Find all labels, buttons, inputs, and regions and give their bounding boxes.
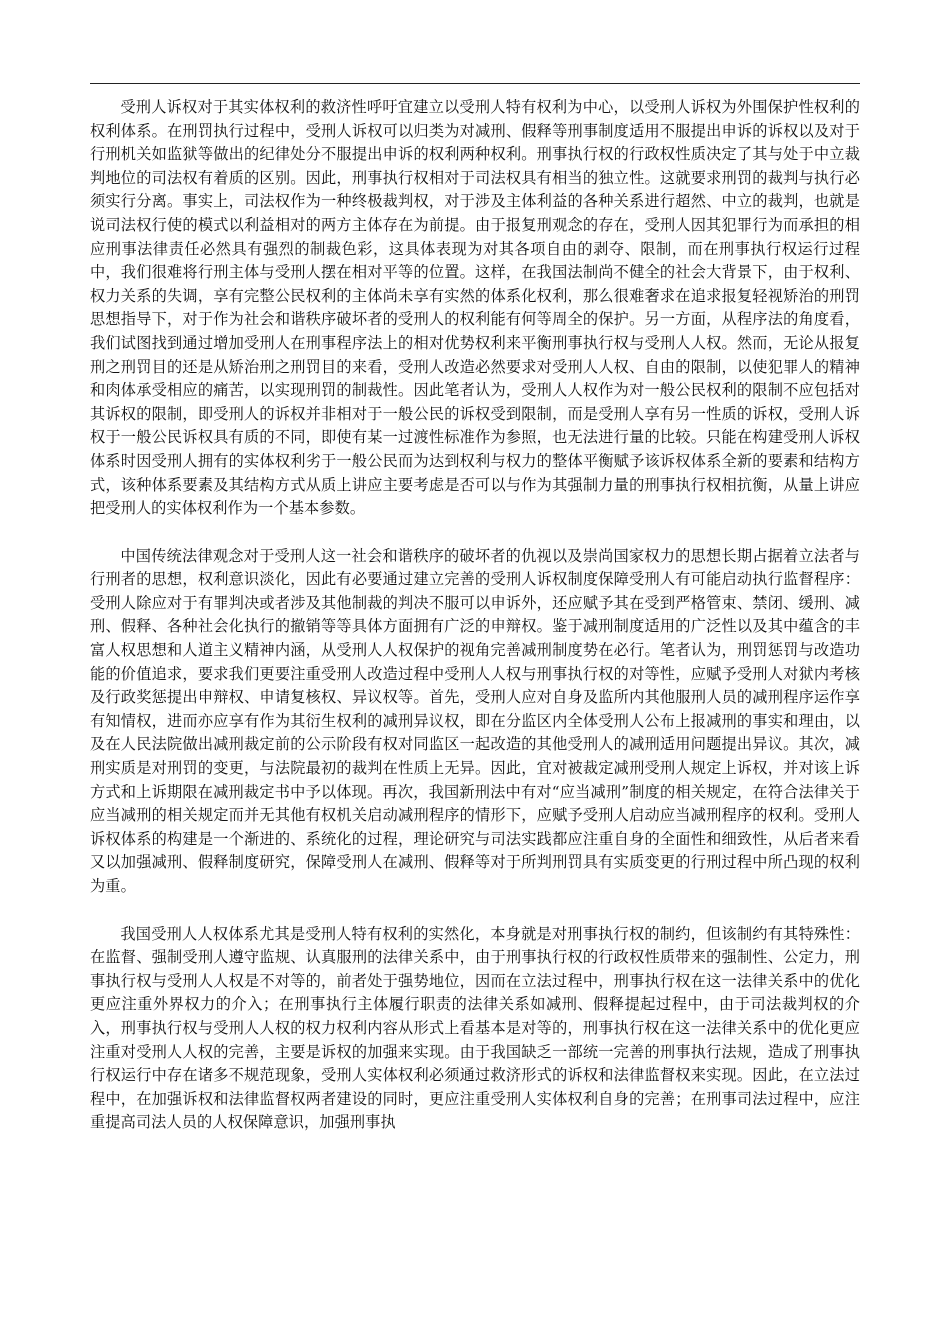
paragraph-3: 我国受刑人人权体系尤其是受刑人特有权利的实然化，本身就是对刑事执行权的制约，但该制约有其特殊性：在监督、强制受刑人遵守监规、认真服刑的法律关系中，由于刑事执行权的行政权性质带来的强制性、公定力，刑事执行权与受刑人人权是不对等的，前者处于强势地位，因而在立法过程中，刑事执行权在这一法律关系中的优化更应注重外界权力的介入；在刑事执行主体履行职责的法律关系如减刑、假释提起过程中，由于司法裁判权的介入，刑事执行权与受刑人人权的权力权利内容从形式上看基本是对等的，刑事执行权在这一法律关系中的优化更应注重对受刑人人权的完善，主要是诉权的加强来实现。由于我国缺乏一部统一完善的刑事执行法规，造成了刑事执行权运行中存在诸多不规范现象，受刑人实体权利必须通过救济形式的诉权和法律监督权来实现。因此，在立法过程中，在加强诉权和法律监督权两者建设的同时，更应注重受刑人实体权利自身的完善；在刑事司法过程中，应注重提高司法人员的人权保障意识，加强刑事执 [90,924,860,1132]
paragraph-1: 受刑人诉权对于其实体权利的救济性呼吁宜建立以受刑人特有权利为中心，以受刑人诉权为外围保护性权利的权利体系。在刑罚执行过程中，受刑人诉权可以归类为对减刑、假释等刑事制度适用不服提出申诉的诉权以及对于行刑机关如监狱等做出的纪律处分不服提出申诉的权利两种权利。刑事执行权的行政权性质决定了其与处于中立裁判地位的司法权有着质的区别。因此，刑事执行权相对于司法权具有相当的独立性。这就要求刑罚的裁判与执行必须实行分离。事实上，司法权作为一种终极裁判权，对于涉及主体利益的各种关系进行超然、中立的裁判，也就是说司法权行使的模式以利益相对的两方主体存在为前提。由于报复刑观念的存在，受刑人因其犯罪行为而承担的相应刑事法律责任必然具有强烈的制裁色彩，这具体表现为对其各项自由的剥夺、限制，而在刑事执行权运行过程中，我们很难将行刑主体与受刑人摆在相对平等的位置。这样，在我国法制尚不健全的社会大背景下，由于权利、权力关系的失调，享有完整公民权利的主体尚未享有实然的体系化权利，那么很难奢求在追求报复轻视矫治的刑罚思想指导下，对于作为社会和谐秩序破坏者的受刑人的权利能有何等周全的保护。另一方面，从程序法的角度看，我们试图找到通过增加受刑人在刑事程序法上的相对优势权利来平衡刑事执行权与受刑人人权。然而，无论从报复刑之刑罚目的还是从矫治刑之刑罚目的来看，受刑人改造必然要求对受刑人人权、自由的限制，以使犯罪人的精神和肉体承受相应的痛苦，以实现刑罚的制裁性。因此笔者认为，受刑人人权作为对一般公民权利的限制不应包括对其诉权的限制，即受刑人的诉权并非相对于一般公民的诉权受到限制，而是受刑人享有另一性质的诉权，受刑人诉权于一般公民诉权具有质的不同，即使有某一过渡性标准作为参照，也无法进行量的比较。只能在构建受刑人诉权体系时因受刑人拥有的实体权利劣于一般公民而为达到权利与权力的整体平衡赋予该诉权体系全新的要素和结构方式，该种体系要素及其结构方式从质上讲应主要考虑是否可以与作为其强制力量的刑事执行权相抗衡，从量上讲应把受刑人的实体权利作为一个基本参数。 [90,98,860,518]
header-rule [90,83,860,84]
paragraph-2: 中国传统法律观念对于受刑人这一社会和谐秩序的破坏者的仇视以及崇尚国家权力的思想长期占据着立法者与行刑者的思想，权利意识淡化，因此有必要通过建立完善的受刑人诉权制度保障受刑人有可能启动执行监督程序：受刑人除应对于有罪判决或者涉及其他制裁的判决不服可以申诉外，还应赋予其在受到严格管束、禁闭、缓刑、减刑、假释、各种社会化执行的撤销等等具体方面拥有广泛的申辩权。鉴于减刑制度适用的广泛性以及其中蕴含的丰富人权思想和人道主义精神内涵，从受刑人人权保护的视角完善减刑制度势在必行。笔者认为，刑罚惩罚与改造功能的价值追求，要求我们更要注重受刑人改造过程中受刑人人权与刑事执行权的对等性，应赋予受刑人对狱内考核及行政奖惩提出申辩权、申请复核权、异议权等。首先，受刑人应对自身及监所内其他服刑人员的减刑程序运作享有知情权，进而亦应享有作为其衍生权利的减刑异议权，即在分监区内全体受刑人公布上报减刑的事实和理由，以及在人民法院做出减刑裁定前的公示阶段有权对同监区一起改造的其他受刑人的减刑适用问题提出异议。其次，减刑实质是对刑罚的变更，与法院最初的裁判在性质上无异。因此，宜对被裁定减刑受刑人规定上诉权，并对该上诉方式和上诉期限在减刑裁定书中予以体现。再次，我国新刑法中有对“应当减刑”制度的相关规定，在符合法律关于应当减刑的相关规定而并无其他有权机关启动减刑程序的情形下，应赋予受刑人启动应当减刑程序的权利。受刑人诉权体系的构建是一个渐进的、系统化的过程，理论研究与司法实践都应注重自身的全面性和细致性，从后者来看又以加强减刑、假释制度研究，保障受刑人在减刑、假释等对于所判刑罚具有实质变更的行刑过程中所凸现的权利为重。 [90,546,860,895]
body-text [90,96,860,1135]
